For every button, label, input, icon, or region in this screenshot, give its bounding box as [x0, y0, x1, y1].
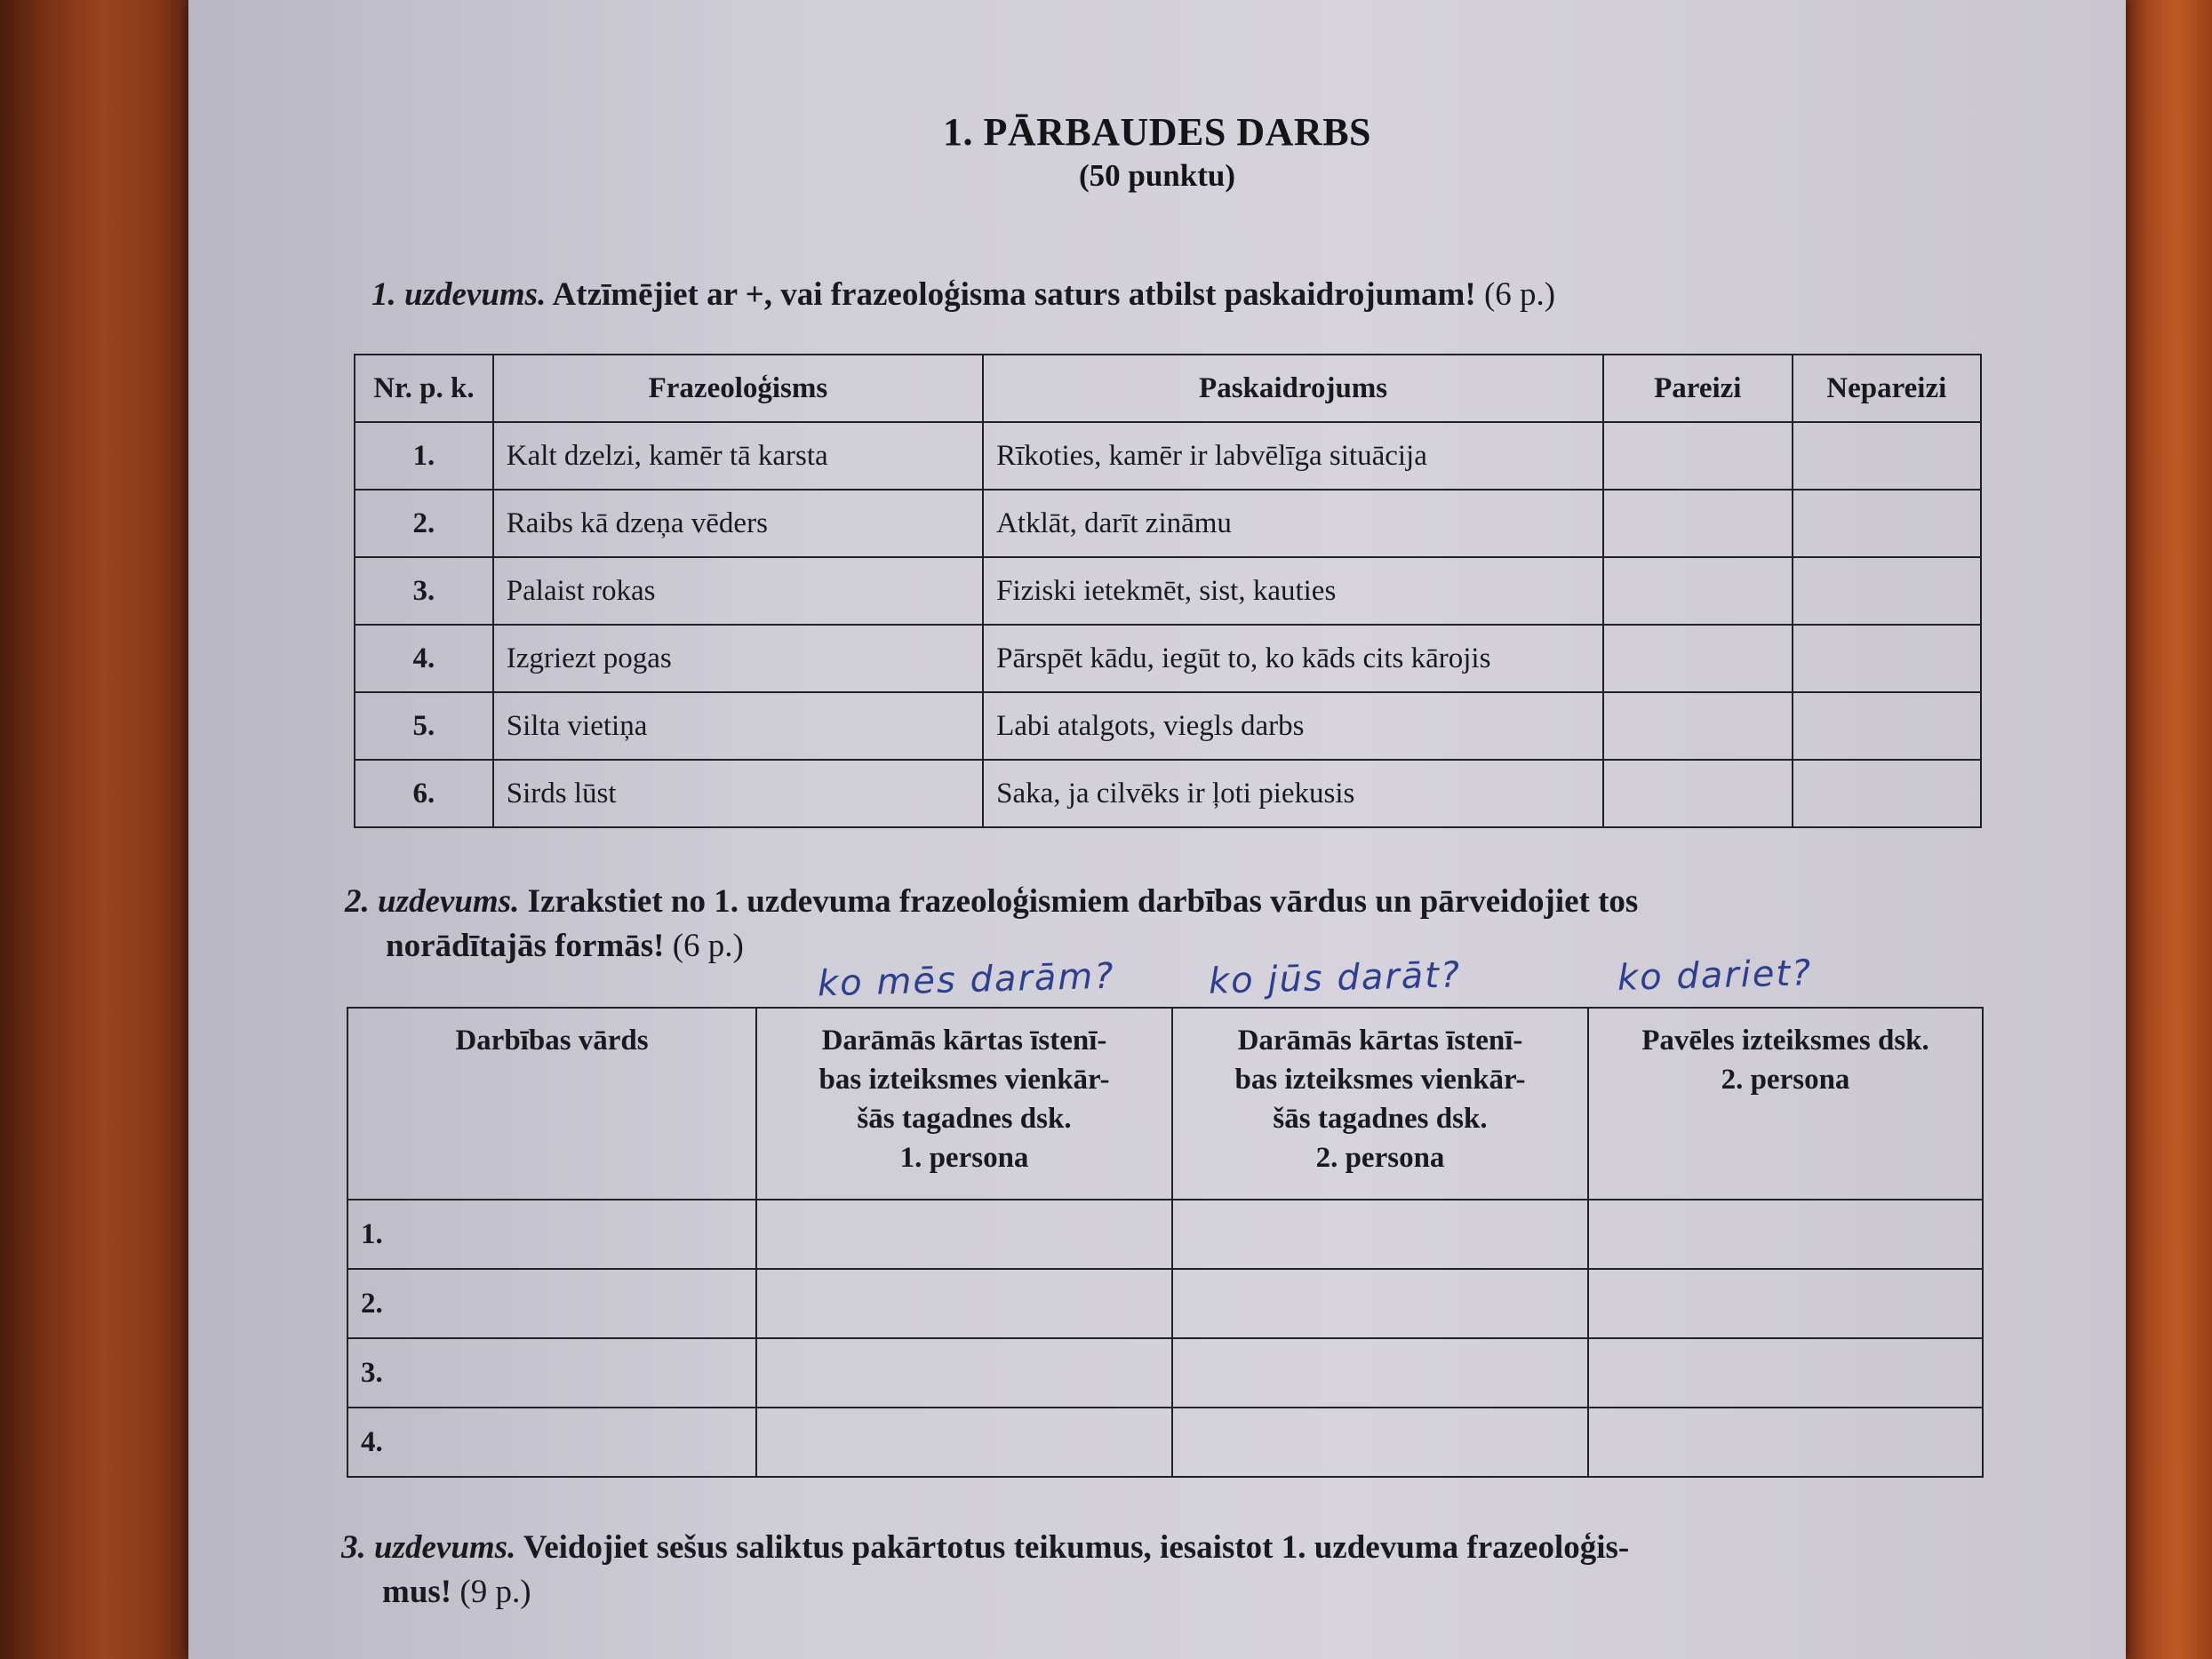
table-row	[355, 557, 1981, 625]
correct-answer-cell[interactable]	[1603, 557, 1792, 625]
task3-points: (9 p.)	[451, 1574, 531, 1610]
header-line: 2. persona	[1315, 1142, 1445, 1174]
header-pareizi: Pareizi	[1603, 355, 1792, 422]
header-line: bas izteiksmes vienkār-	[819, 1064, 1110, 1096]
answer-cell[interactable]	[1588, 1338, 1983, 1408]
table-row	[355, 490, 1981, 557]
row-number: 3.	[347, 1338, 756, 1408]
header-line: Pavēles izteiksmes dsk.	[1641, 1025, 1929, 1057]
row-number: 2.	[347, 1269, 756, 1338]
incorrect-answer-cell[interactable]	[1793, 422, 1981, 490]
incorrect-answer-cell[interactable]	[1793, 760, 1981, 827]
header-line: Darāmās kārtas īstenī-	[1237, 1025, 1523, 1057]
header-paveles-izteiksme	[1588, 1008, 1983, 1200]
table-row	[355, 692, 1981, 760]
answer-cell[interactable]	[756, 1200, 1172, 1269]
table-row	[355, 760, 1981, 827]
task1-number: 1. uzdevums.	[371, 276, 547, 313]
wood-background-left	[0, 0, 191, 1659]
header-line: šās tagadnes dsk.	[1273, 1103, 1488, 1135]
row-number: 3.	[355, 557, 493, 625]
task1-text: Atzīmējiet ar +, vai frazeoloģisma saturs atbilst paskaidrojumam!	[546, 276, 1476, 313]
table-row	[347, 1200, 1983, 1269]
phrase-cell: Kalt dzelzi, kamēr tā karsta	[493, 422, 983, 490]
task3-text: Veidojiet sešus saliktus pakārtotus teikumus, iesaistot 1. uzdevuma frazeoloģis-	[515, 1529, 1630, 1566]
explanation-cell: Atklāt, darīt zināmu	[983, 490, 1603, 557]
task1-table	[354, 354, 1982, 828]
phrase-cell: Izgriezt pogas	[493, 625, 983, 692]
table-row	[347, 1408, 1983, 1477]
header-line: 1. persona	[899, 1142, 1029, 1174]
handwritten-note-2: ko jūs darāt?	[1208, 954, 1462, 1002]
answer-cell[interactable]	[1588, 1408, 1983, 1477]
table-row	[355, 422, 1981, 490]
header-line: bas izteiksmes vienkār-	[1234, 1064, 1526, 1096]
header-darbibas-vards	[347, 1008, 756, 1200]
row-number: 6.	[355, 760, 493, 827]
header-2-persona	[1172, 1008, 1588, 1200]
header-nr: Nr. p. k.	[355, 355, 493, 422]
table-row	[347, 1338, 1983, 1408]
task1-instruction	[371, 273, 1838, 317]
header-paskaidrojums: Paskaidrojums	[983, 355, 1603, 422]
handwritten-note-1: ko mēs darām?	[817, 955, 1116, 1005]
answer-cell[interactable]	[1172, 1338, 1588, 1408]
phrase-cell: Sirds lūst	[493, 760, 983, 827]
answer-cell[interactable]	[1172, 1269, 1588, 1338]
phrase-cell: Silta vietiņa	[493, 692, 983, 760]
page-subtitle: (50 punktu)	[1078, 158, 1236, 193]
task3-number: 3. uzdevums.	[341, 1529, 516, 1566]
explanation-cell: Rīkoties, kamēr ir labvēlīga situācija	[983, 422, 1603, 490]
answer-cell[interactable]	[756, 1269, 1172, 1338]
correct-answer-cell[interactable]	[1603, 422, 1792, 490]
handwritten-note-3: ko dariet?	[1617, 953, 1813, 999]
phrase-cell: Palaist rokas	[493, 557, 983, 625]
task2-table	[347, 1007, 1984, 1478]
answer-cell[interactable]	[756, 1408, 1172, 1477]
task1-points: (6 p.)	[1475, 276, 1556, 313]
row-number: 5.	[355, 692, 493, 760]
header-frazeologisms: Frazeoloģisms	[493, 355, 983, 422]
incorrect-answer-cell[interactable]	[1793, 557, 1981, 625]
header-1-persona	[756, 1008, 1172, 1200]
incorrect-answer-cell[interactable]	[1793, 490, 1981, 557]
explanation-cell: Labi atalgots, viegls darbs	[983, 692, 1603, 760]
answer-cell[interactable]	[1172, 1200, 1588, 1269]
correct-answer-cell[interactable]	[1603, 625, 1792, 692]
answer-cell[interactable]	[1588, 1269, 1983, 1338]
task3-instruction	[341, 1526, 1994, 1615]
task1-header-row	[355, 355, 1981, 422]
explanation-cell: Saka, ja cilvēks ir ļoti piekusis	[983, 760, 1603, 827]
correct-answer-cell[interactable]	[1603, 490, 1792, 557]
row-number: 4.	[355, 625, 493, 692]
phrase-cell: Raibs kā dzeņa vēders	[493, 490, 983, 557]
page-title: 1. PĀRBAUDES DARBS	[942, 110, 1372, 154]
header-line: Darāmās kārtas īstenī-	[821, 1025, 1107, 1057]
header-line: 2. persona	[1721, 1064, 1850, 1096]
answer-cell[interactable]	[1588, 1200, 1983, 1269]
task2-number: 2. uzdevums.	[345, 883, 520, 920]
header-line: Darbības vārds	[455, 1025, 649, 1057]
explanation-cell: Pārspēt kādu, iegūt to, ko kāds cits kārojis	[983, 625, 1603, 692]
task2-text-line2: norādītajās formās!	[386, 928, 665, 964]
correct-answer-cell[interactable]	[1603, 760, 1792, 827]
header-nepareizi: Nepareizi	[1793, 355, 1981, 422]
explanation-cell: Fiziski ietekmēt, sist, kauties	[983, 557, 1603, 625]
task2-points: (6 p.)	[664, 928, 744, 964]
correct-answer-cell[interactable]	[1603, 692, 1792, 760]
task2-header-row	[347, 1008, 1983, 1200]
incorrect-answer-cell[interactable]	[1793, 625, 1981, 692]
incorrect-answer-cell[interactable]	[1793, 692, 1981, 760]
row-number: 1.	[355, 422, 493, 490]
wood-background-right	[2124, 0, 2212, 1659]
task2-text: Izrakstiet no 1. uzdevuma frazeoloģismiem darbības vārdus un pārveidojiet tos	[519, 883, 1639, 920]
answer-cell[interactable]	[756, 1338, 1172, 1408]
table-row	[355, 625, 1981, 692]
task3-text-line2: mus!	[382, 1574, 452, 1610]
table-row	[347, 1269, 1983, 1338]
answer-cell[interactable]	[1172, 1408, 1588, 1477]
row-number: 2.	[355, 490, 493, 557]
row-number: 1.	[347, 1200, 756, 1269]
header-line: šās tagadnes dsk.	[857, 1103, 1072, 1135]
row-number: 4.	[347, 1408, 756, 1477]
